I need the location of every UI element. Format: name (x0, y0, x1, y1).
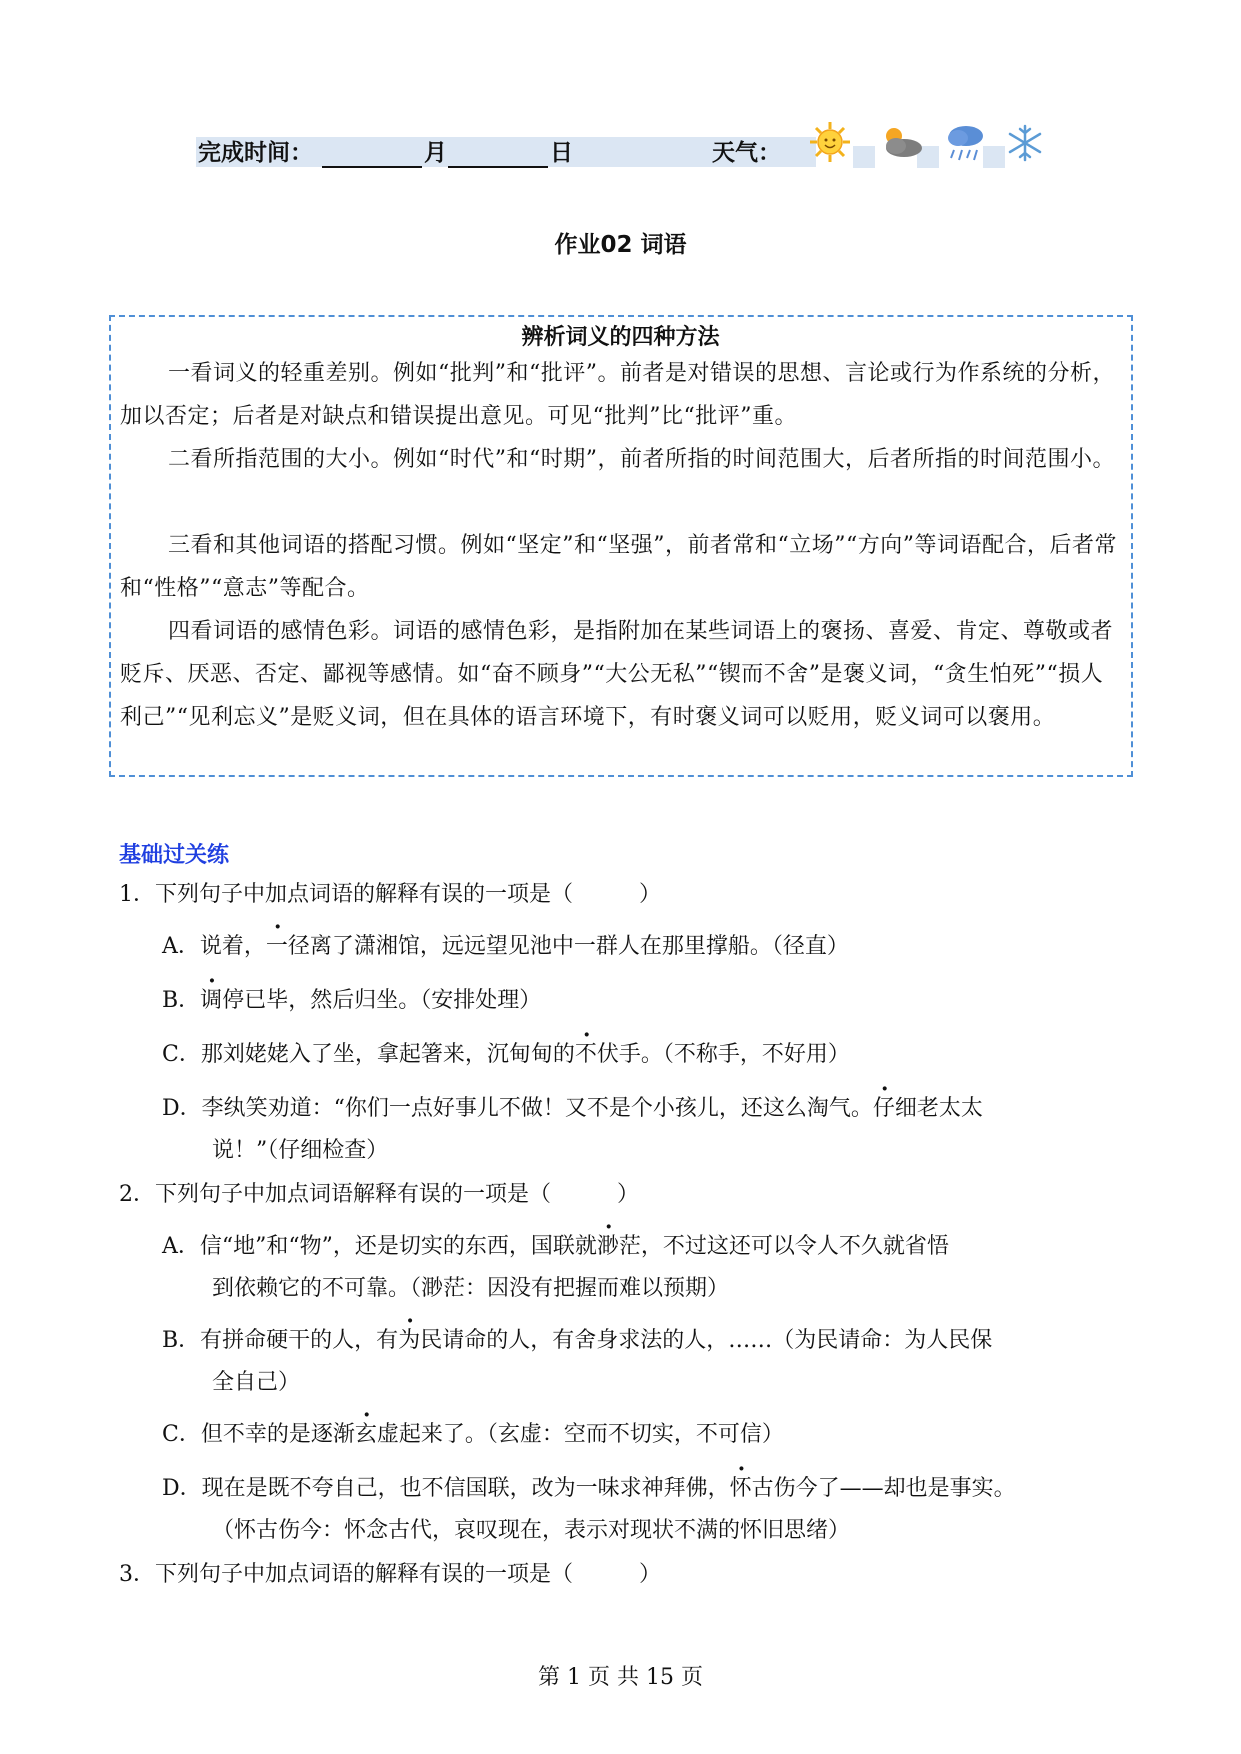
q2-option-b[interactable] (162, 1326, 1122, 1356)
q2-option-d-continued: （怀古伤今：怀念古代，哀叹现在，表示对现状不满的怀旧思绪） (212, 1518, 851, 1543)
dotted-word: 怀古伤今 (729, 1476, 818, 1501)
day-field[interactable] (448, 138, 548, 168)
section-title: 基础过关练 (119, 843, 230, 868)
day-blank[interactable] (448, 144, 548, 168)
weather-box-3 (983, 146, 1005, 168)
q2-option-a[interactable] (162, 1232, 1122, 1262)
method-paragraph-4: 四看词语的感情色彩。词语的感情色彩，是指附加在某些词语上的褒扬、喜爱、肯定、尊敬或者贬斥、厌恶、否定、鄙视等感情。如“奋不顾身”“大公无私”“锲而不舍”是褒义词，“贪生怕死”“损人利己”“见利忘义”是贬义词，但在具体的语言环境下，有时褒义词可以贬用，贬义词可以褒用。 (120, 619, 1114, 730)
q2-option-b-continued: 全自己） (212, 1370, 301, 1395)
month-label: 月 (424, 140, 447, 166)
dotted-word: 仔细 (872, 1096, 917, 1121)
option-label: A． (162, 934, 200, 959)
month-blank[interactable] (322, 144, 422, 168)
option-text: 已毕，然后归坐。（安排处理） (244, 988, 542, 1013)
dotted-word: 玄虚 (354, 1422, 399, 1447)
option-text: 李纨笑劝道：“你们一点好事儿不做！又不是个小孩儿，还这么淘气。 (201, 1096, 873, 1121)
option-label: C． (162, 1042, 201, 1067)
question-3-stem: 3．下列句子中加点词语的解释有误的一项是（ ） (119, 1562, 661, 1587)
completion-time-label: 完成时间： (198, 140, 313, 166)
page-footer: 第 1 页 共 15 页 (538, 1665, 703, 1690)
option-text: 说着， (199, 934, 266, 959)
option-label: A． (162, 1234, 200, 1259)
q2-option-a-continued: 到依赖它的不可靠。（渺茫：因没有把握而难以预期） (212, 1276, 730, 1301)
snowflake-icon[interactable] (1006, 124, 1044, 162)
month-field[interactable] (322, 138, 422, 168)
option-label: B． (162, 1328, 201, 1353)
rain-icon[interactable] (944, 122, 986, 166)
option-text: 离了潇湘馆，远远望见池中一群人在那里撑船。（径直） (309, 934, 849, 959)
method-paragraph-3: 三看和其他词语的搭配习惯。例如“坚定”和“坚强”，前者常和“立场”“方向”等词语配合，后者常和“性格”“意志”等配合。 (120, 533, 1117, 601)
q2-option-c[interactable] (162, 1420, 1122, 1450)
option-text: ，不过这还可以令人不久就省悟 (640, 1234, 949, 1259)
dotted-word: 渺茫 (596, 1234, 641, 1259)
partly-cloudy-icon[interactable] (876, 124, 924, 160)
option-text: 信“地”和“物”，还是切实的东西，国联就 (199, 1234, 597, 1259)
option-label: B． (162, 988, 201, 1013)
q1-option-c[interactable] (162, 1040, 1122, 1070)
option-label: D． (162, 1476, 202, 1501)
option-text: 现在是既不夸自己，也不信国联，改为一味求神拜佛， (201, 1476, 730, 1501)
q2-option-d[interactable] (162, 1474, 1122, 1504)
method-box-heading: 辨析词义的四种方法 (521, 325, 720, 350)
dotted-word: 为民请命 (398, 1328, 487, 1353)
question-1-stem: 1．下列句子中加点词语的解释有误的一项是（ ） (119, 882, 661, 907)
q1-option-d-continued: 说！”（仔细检查） (212, 1138, 389, 1163)
dotted-word: 调停 (200, 988, 245, 1013)
option-text: 有拼命硬干的人，有 (200, 1328, 399, 1353)
option-text: 了——却也是事实。 (817, 1476, 1016, 1501)
option-text: 起来了。（玄虚：空而不切实，不可信） (398, 1422, 784, 1447)
sun-icon[interactable] (808, 120, 852, 164)
q1-option-a[interactable] (162, 932, 1122, 962)
question-2-stem: 2．下列句子中加点词语解释有误的一项是（ ） (119, 1182, 639, 1207)
option-text: 的人，有舍身求法的人，……（为民请命：为人民保 (486, 1328, 993, 1353)
option-text: 但不幸的是逐渐 (200, 1422, 355, 1447)
option-text: 那刘姥姥入了坐，拿起箸来，沉甸甸的 (200, 1042, 575, 1067)
q1-option-b[interactable] (162, 986, 1122, 1016)
option-text: 。（不称手，不好用） (640, 1042, 850, 1067)
weather-box-1 (853, 146, 875, 168)
option-label: D． (162, 1096, 202, 1121)
page-title: 作业02 词语 (554, 232, 687, 258)
day-label: 日 (550, 140, 573, 166)
dotted-word: 不伏手 (574, 1042, 641, 1067)
q1-option-d[interactable] (162, 1094, 1122, 1124)
option-label: C． (162, 1422, 201, 1447)
method-paragraph-1: 一看词义的轻重差别。例如“批判”和“批评”。前者是对错误的思想、言论或行为作系统的分析，加以否定；后者是对缺点和错误提出意见。可见“批判”比“批评”重。 (120, 361, 1115, 429)
method-paragraph-2: 二看所指范围的大小。例如“时代”和“时期”，前者所指的时间范围大，后者所指的时间范围小。 (168, 447, 1115, 472)
weather-label: 天气： (712, 140, 781, 166)
option-text: 老太太 (916, 1096, 983, 1121)
dotted-word: 一径 (265, 934, 310, 959)
